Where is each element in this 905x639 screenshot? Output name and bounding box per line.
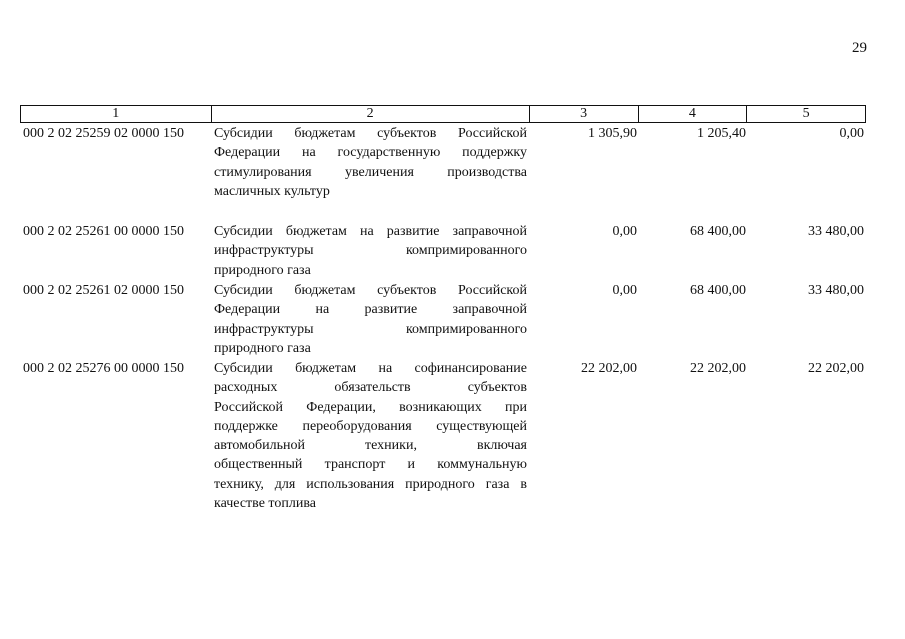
description [211,359,530,513]
value-col-5: 33 480,00 [808,224,864,239]
table-row [20,281,866,358]
description-line: Субсидии бюджетам субъектов Российской [214,283,527,298]
description-line: масличных культур [214,183,330,199]
header-col-1: 1 [21,106,212,122]
page-number: 29 [852,40,867,56]
value-col-4: 1 205,40 [697,126,746,141]
description-line: Федерации на развитие заправочной [214,302,527,318]
header-col-5: 5 [802,106,810,121]
budget-code: 000 2 02 25261 02 0000 150 [23,283,184,298]
value-col-3: 1 305,90 [588,126,637,141]
budget-code: 000 2 02 25276 00 0000 150 [23,361,184,376]
value-col-4: 68 400,00 [690,283,746,298]
description [211,124,530,201]
description [211,281,530,358]
table-row [20,359,866,513]
value-col-3: 0,00 [612,224,637,239]
description-line: природного газа [214,340,311,356]
header-col-4: 4 [639,106,748,122]
budget-code: 000 2 02 25259 02 0000 150 [23,126,184,141]
description-line: стимулирования увеличения производства [214,164,527,180]
header-col-3: 3 [530,106,639,122]
description-line: инфраструктуры компримированного [214,321,527,337]
description [211,222,530,280]
description-line: Российской Федерации, возникающих при [214,399,527,415]
value-col-4: 22 202,00 [690,361,746,376]
value-col-5: 0,00 [839,126,864,141]
description-line: качестве топлива [214,496,316,512]
value-col-4: 68 400,00 [690,224,746,239]
description-line: Субсидии бюджетам на софинансирование [214,361,527,376]
description-line: поддержке переоборудования существующей [214,418,527,434]
value-col-5: 22 202,00 [808,361,864,376]
description-line: Субсидии бюджетам субъектов Российской [214,126,527,141]
description-line: природного газа [214,262,311,278]
table-row [20,222,866,280]
description-line: автомобильной техники, включая [214,438,527,454]
description-line: технику, для использования природного газа в [214,476,527,492]
value-col-3: 22 202,00 [581,361,637,376]
description-line: общественный транспорт и коммунальную [214,457,527,473]
header-col-2: 2 [212,106,530,122]
description-line: расходных обязательств субъектов [214,380,527,396]
budget-code: 000 2 02 25261 00 0000 150 [23,224,184,239]
table-row [20,124,866,201]
value-col-5: 33 480,00 [808,283,864,298]
value-col-3: 0,00 [612,283,637,298]
description-line: Федерации на государственную поддержку [214,145,527,161]
description-line: Субсидии бюджетам на развитие заправочной [214,224,527,239]
table-header [20,105,866,123]
description-line: инфраструктуры компримированного [214,243,527,259]
